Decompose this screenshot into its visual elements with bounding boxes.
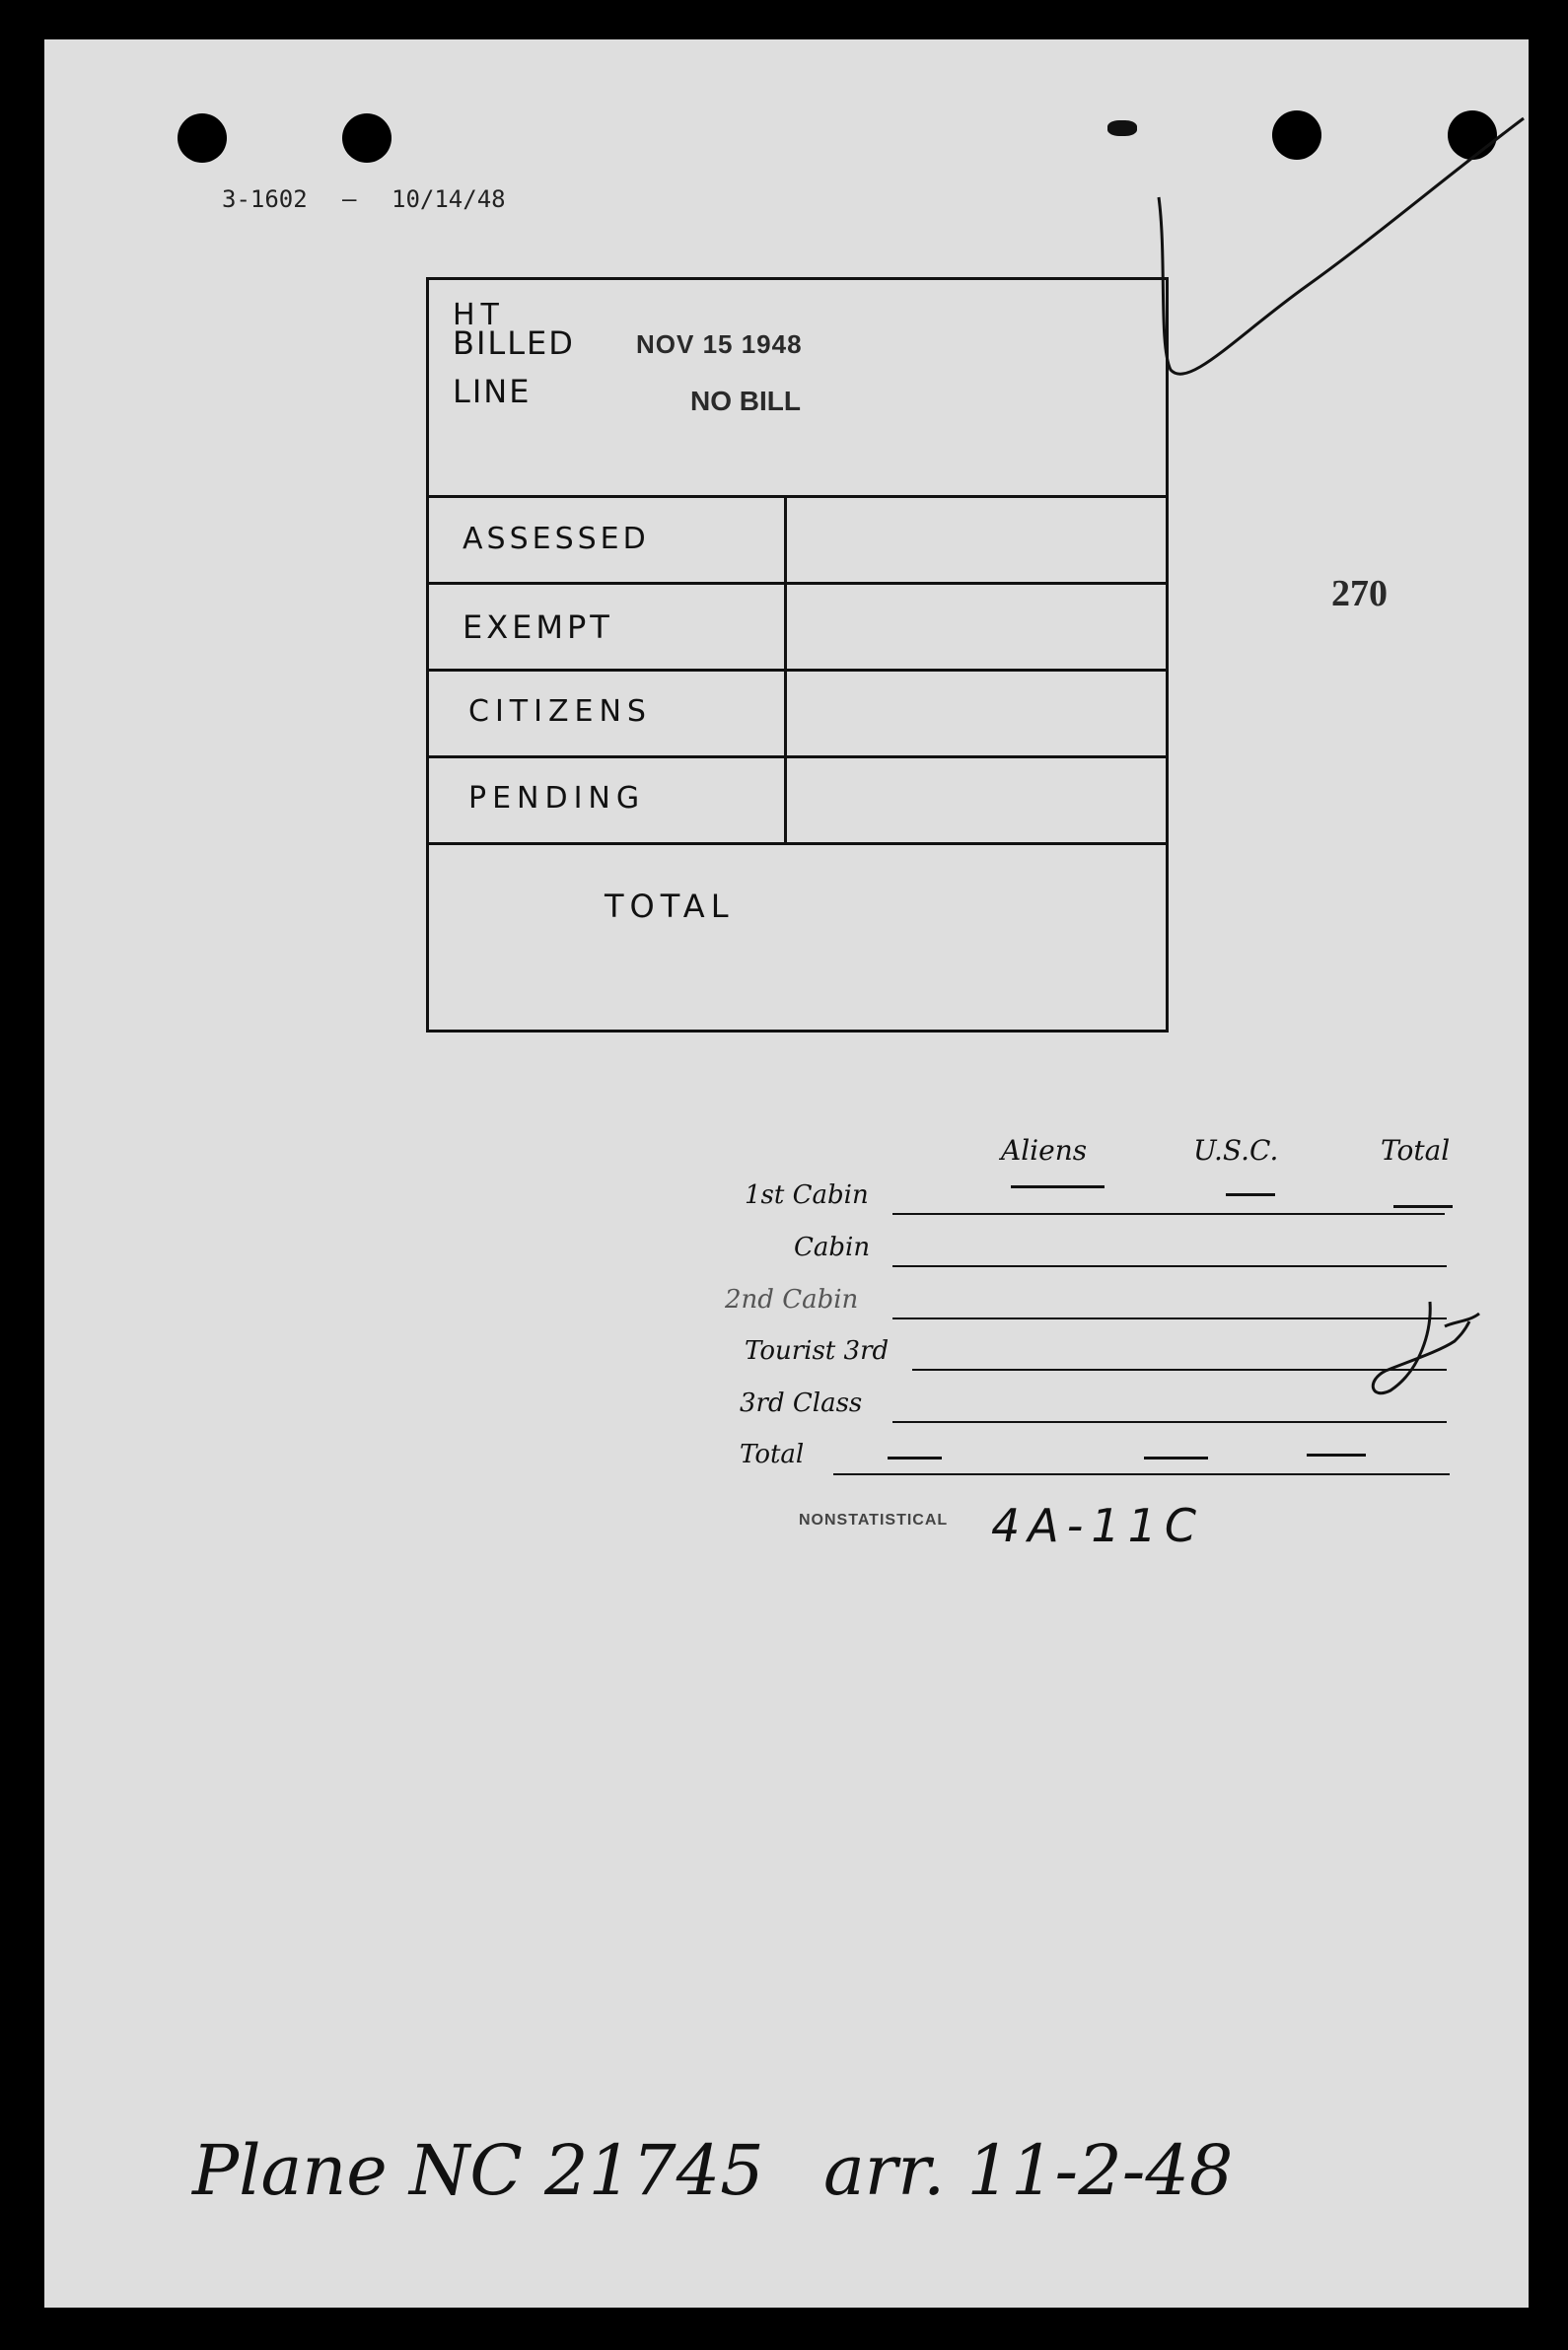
billed-date-stamp: NOV 15 1948	[636, 329, 803, 359]
assessed-label: ASSESSED	[463, 522, 650, 556]
form-dash: —	[342, 185, 357, 213]
binding-mark	[1149, 99, 1529, 424]
classification-code: 4A-11C	[991, 1499, 1204, 1552]
box-divider-2	[429, 669, 1169, 672]
ht-label: HT	[453, 298, 505, 332]
billed-label: BILLED	[453, 324, 575, 362]
form-number: 3-1602	[222, 185, 308, 213]
box-divider-1	[429, 582, 1169, 585]
line-label: LINE	[453, 373, 532, 410]
arrival-note: arr. 11-2-48	[823, 2130, 1234, 2211]
row-cabin-line	[892, 1265, 1447, 1267]
billing-box	[426, 277, 1169, 1033]
aliens-underline	[1011, 1185, 1105, 1188]
vessel-note: Plane NC 21745	[192, 2130, 764, 2211]
row-second-cabin: 2nd Cabin	[725, 1285, 859, 1315]
row-tourist-third: Tourist 3rd	[745, 1336, 890, 1366]
column-usc: U.S.C.	[1193, 1134, 1279, 1167]
row-first-cabin: 1st Cabin	[745, 1180, 869, 1210]
total-underline	[1393, 1205, 1453, 1208]
row-cabin: Cabin	[794, 1233, 871, 1262]
punch-hole-left-2	[342, 113, 392, 163]
total-dash-usc	[1144, 1457, 1208, 1460]
ink-smudge	[1107, 120, 1137, 136]
side-number: 270	[1331, 573, 1388, 614]
total-label: TOTAL	[605, 888, 735, 925]
row-first-cabin-line	[892, 1213, 1445, 1215]
nonstatistical-stamp: NONSTATISTICAL	[799, 1512, 949, 1529]
usc-underline	[1226, 1193, 1275, 1196]
box-divider-4	[429, 842, 1169, 845]
no-bill-stamp: NO BILL	[690, 386, 801, 416]
total-dash-aliens	[888, 1457, 942, 1460]
row-total-line	[833, 1473, 1450, 1475]
citizens-label: CITIZENS	[468, 694, 652, 729]
box-divider-3	[429, 755, 1169, 758]
row-total: Total	[740, 1440, 805, 1469]
punch-hole-left-1	[178, 113, 227, 163]
box-divider-top	[429, 495, 1169, 498]
document-page	[44, 39, 1529, 2308]
form-date: 10/14/48	[392, 185, 506, 213]
exempt-label: EXEMPT	[463, 608, 613, 646]
initials-signature	[1361, 1292, 1489, 1410]
total-dash-total	[1307, 1454, 1366, 1457]
row-third-class: 3rd Class	[740, 1389, 863, 1418]
row-third-class-line	[892, 1421, 1447, 1423]
column-aliens: Aliens	[1001, 1134, 1088, 1167]
pending-label: PENDING	[468, 781, 646, 816]
column-total: Total	[1381, 1134, 1451, 1167]
box-column-divider	[784, 495, 787, 842]
